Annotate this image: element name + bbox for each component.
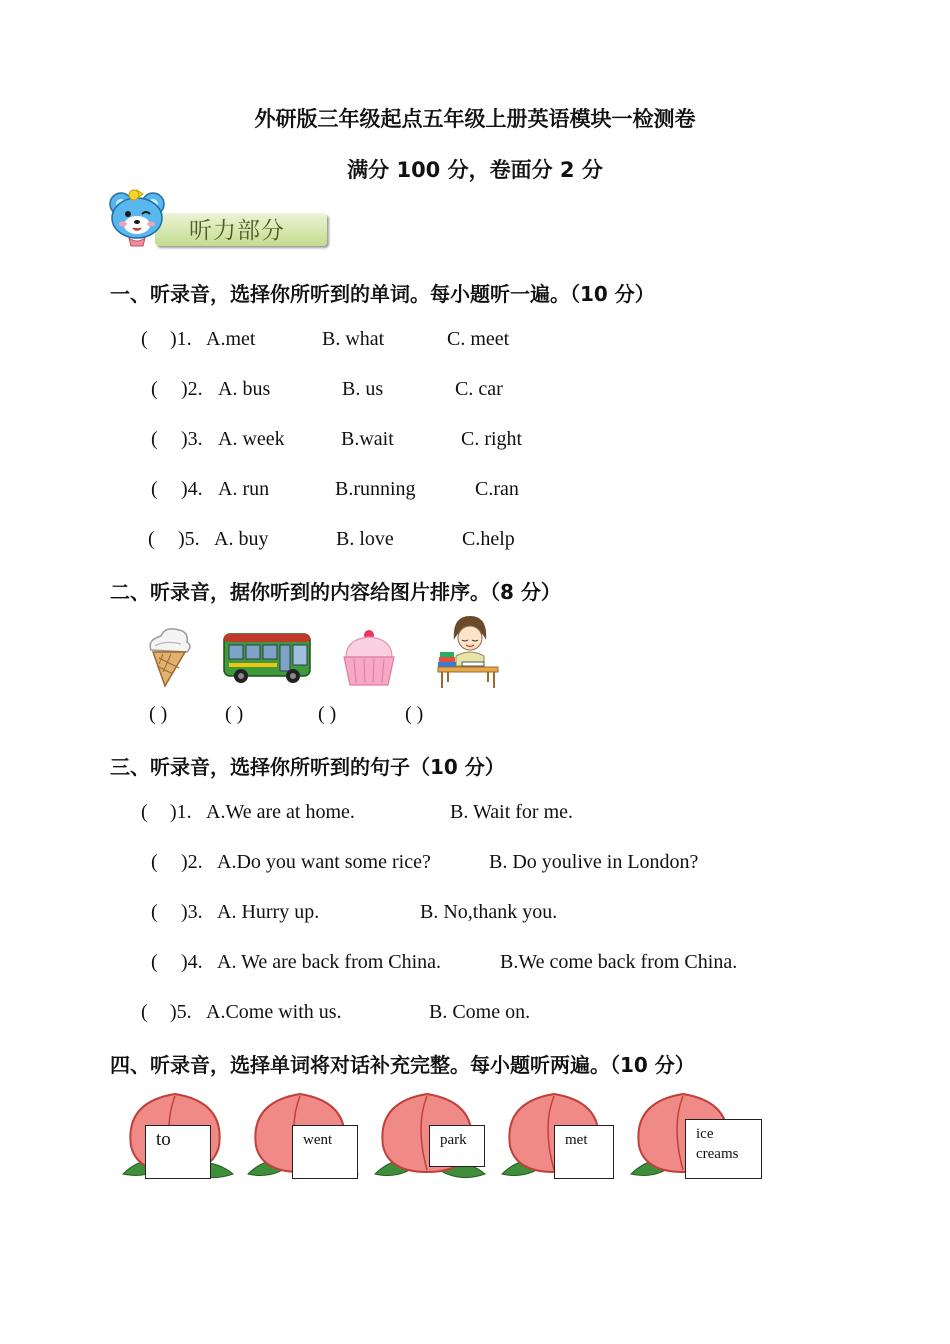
s3-question-4: [0, 951, 950, 977]
option-b: B. love: [336, 528, 394, 550]
question-number: )3.: [181, 428, 203, 450]
word-box-4: met: [554, 1125, 614, 1179]
s1-question-4: [0, 478, 950, 504]
answer-paren[interactable]: (: [151, 428, 158, 450]
option-b: B. us: [342, 378, 384, 400]
s2-blank-4[interactable]: ( ): [405, 703, 424, 725]
bear-mascot-icon: [107, 186, 167, 248]
answer-paren[interactable]: (: [151, 378, 158, 400]
peach-card-5: [625, 1088, 743, 1183]
section-4-heading: 四、听录音，选择单词将对话补充完整。每小题听两遍。（10 分）: [110, 1053, 695, 1077]
question-number: )5.: [178, 528, 200, 550]
page-subtitle: 满分 100 分，卷面分 2 分: [347, 158, 603, 182]
option-a: A. run: [218, 478, 270, 500]
peach-card-2: [242, 1088, 360, 1183]
option-a: A. week: [218, 428, 285, 450]
section-2-heading: 二、听录音，据你听到的内容给图片排序。（8 分）: [110, 580, 561, 604]
option-b: B.wait: [341, 428, 394, 450]
option-b: B. Come on.: [429, 1001, 531, 1023]
option-b: B. No,thank you.: [420, 901, 558, 923]
listening-part-badge: [107, 186, 325, 250]
option-a: A. bus: [218, 378, 271, 400]
question-number: )5.: [170, 1001, 192, 1023]
option-b: B.We come back from China.: [500, 951, 738, 973]
word-box-2: went: [292, 1125, 358, 1179]
word-box-5: ice creams: [685, 1119, 762, 1179]
answer-paren[interactable]: (: [141, 801, 148, 823]
option-b: B. Wait for me.: [450, 801, 573, 823]
option-c: C. car: [455, 378, 503, 400]
answer-paren[interactable]: (: [148, 528, 155, 550]
s3-question-2: [0, 851, 950, 877]
s2-blank-1[interactable]: ( ): [149, 703, 168, 725]
badge-label: 听力部分: [189, 218, 285, 244]
question-number: )3.: [181, 901, 203, 923]
option-a: A. We are back from China.: [217, 951, 442, 973]
s1-question-1: [0, 328, 950, 354]
option-a: A. buy: [214, 528, 269, 550]
s2-blank-3[interactable]: ( ): [318, 703, 337, 725]
question-number: )4.: [181, 951, 203, 973]
s3-question-3: [0, 901, 950, 927]
word-box-3: park: [429, 1125, 485, 1167]
answer-paren[interactable]: (: [141, 328, 148, 350]
cupcake-icon: [340, 627, 398, 689]
option-a: A. Hurry up.: [217, 901, 320, 923]
option-c: C. right: [461, 428, 523, 450]
s2-blank-2[interactable]: ( ): [225, 703, 244, 725]
option-c: C.help: [462, 528, 515, 550]
option-b: B. Do youlive in London?: [489, 851, 699, 873]
s3-question-5: [0, 1001, 950, 1027]
question-number: )2.: [181, 378, 203, 400]
option-a: A.Do you want some rice?: [217, 851, 431, 873]
section-3-heading: 三、听录音，选择你所听到的句子（10 分）: [110, 755, 505, 779]
option-c: C. meet: [447, 328, 510, 350]
question-number: )2.: [181, 851, 203, 873]
option-a: A.Come with us.: [206, 1001, 342, 1023]
option-a: A.met: [206, 328, 256, 350]
question-number: )1.: [170, 328, 192, 350]
answer-paren[interactable]: (: [151, 478, 158, 500]
question-number: )4.: [181, 478, 203, 500]
page-title: 外研版三年级起点五年级上册英语模块一检测卷: [254, 107, 696, 131]
section-1-heading: 一、听录音，选择你所听到的单词。每小题听一遍。（10 分）: [110, 282, 655, 306]
s1-question-2: [0, 378, 950, 404]
girl-reading-icon: [436, 612, 502, 690]
option-c: C.ran: [475, 478, 519, 500]
question-number: )1.: [170, 801, 192, 823]
peach-card-4: [496, 1088, 614, 1183]
ice-cream-icon: [143, 624, 195, 688]
word-box-1: to: [145, 1125, 211, 1179]
answer-paren[interactable]: (: [151, 951, 158, 973]
peach-card-1: [117, 1088, 235, 1183]
answer-paren[interactable]: (: [151, 901, 158, 923]
answer-paren[interactable]: (: [141, 1001, 148, 1023]
option-a: A.We are at home.: [206, 801, 355, 823]
bus-icon: [221, 630, 313, 686]
option-b: B. what: [322, 328, 385, 350]
s1-question-3: [0, 428, 950, 454]
answer-paren[interactable]: (: [151, 851, 158, 873]
s3-question-1: [0, 801, 950, 827]
peach-card-3: [369, 1088, 487, 1183]
option-b: B.running: [335, 478, 416, 500]
s1-question-5: [0, 528, 950, 554]
